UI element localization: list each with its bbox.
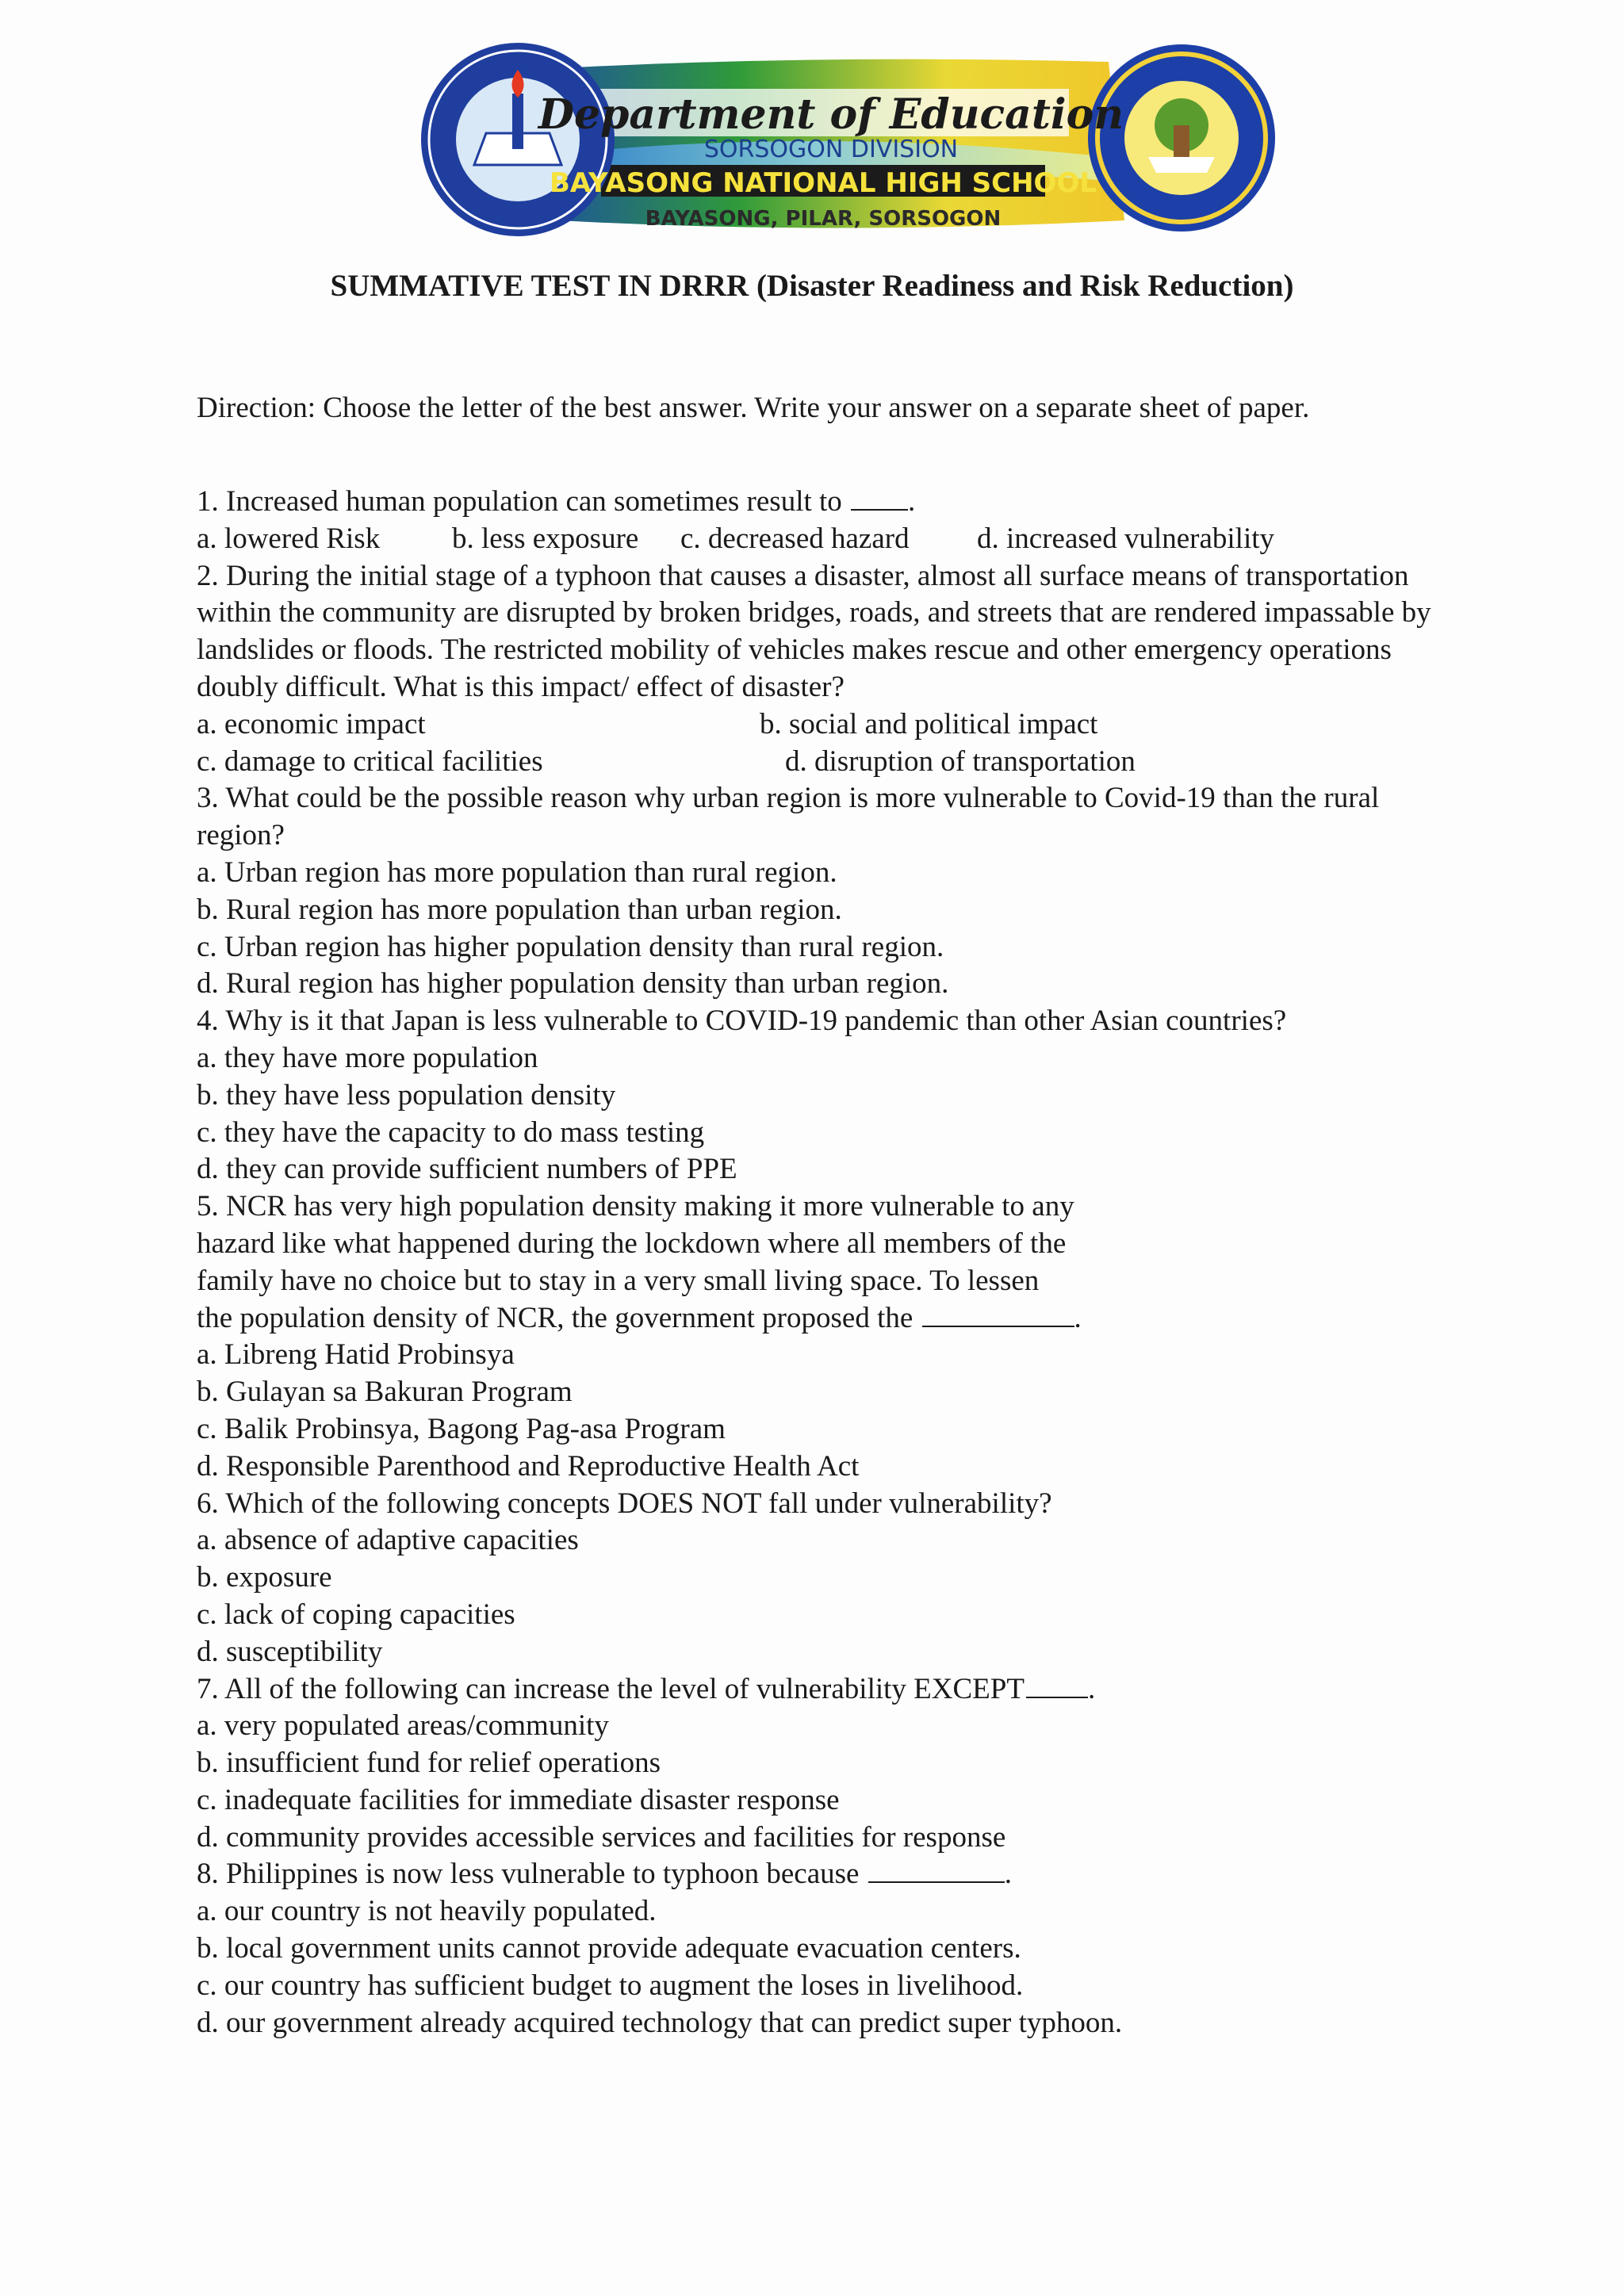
- choice-1a: a. lowered Risk: [197, 522, 381, 555]
- choice-8d: d. our government already acquired technology that can predict super typhoon.: [197, 2006, 1123, 2039]
- logo-text-deped: Department of Education: [538, 90, 1124, 139]
- choice-6b: b. exposure: [197, 1561, 332, 1594]
- question-3-line: region?: [197, 819, 285, 852]
- choice-6d: d. susceptibility: [197, 1635, 383, 1668]
- question-2-choices: [197, 706, 1465, 744]
- choice-7c: c. inadequate facilities for immediate disaster response: [197, 1783, 840, 1816]
- logo-text-address: BAYASONG, PILAR, SORSOGON: [645, 207, 1002, 231]
- choice-3d: d. Rural region has higher population density than urban region.: [197, 967, 949, 1001]
- question-4-line: 4. Why is it that Japan is less vulnerable to COVID-19 pandemic than other Asian countries?: [197, 1004, 1287, 1038]
- choice-2b: b. social and political impact: [760, 707, 1098, 740]
- question-5-line: family have no choice but to stay in a very small living space. To lessen: [197, 1264, 1040, 1297]
- question-6-line: 6. Which of the following concepts DOES NOT fall under vulnerability?: [197, 1487, 1052, 1520]
- question-5-stem-end: [197, 1300, 1465, 1337]
- question-2-line: 2. During the initial stage of a typhoon that causes a disaster, almost all surface means of transportation: [197, 559, 1409, 592]
- choice-5b: b. Gulayan sa Bakuran Program: [197, 1376, 573, 1409]
- choice-7a: a. very populated areas/community: [197, 1709, 609, 1743]
- choice-8b: b. local government units cannot provide adequate evacuation centers.: [197, 1932, 1021, 1965]
- question-5-text: the population density of NCR, the government proposed the: [197, 1301, 914, 1334]
- question-7-text: 7. All of the following can increase the level of vulnerability EXCEPT: [197, 1672, 1025, 1705]
- question-5-line: hazard like what happened during the lockdown where all members of the: [197, 1226, 1067, 1260]
- choice-4c: c. they have the capacity to do mass testing: [197, 1115, 705, 1149]
- answer-blank: [851, 485, 908, 511]
- choice-5a: a. Libreng Hatid Probinsya: [197, 1338, 515, 1372]
- choice-6a: a. absence of adaptive capacities: [197, 1524, 579, 1557]
- choice-7b: b. insufficient fund for relief operations: [197, 1747, 661, 1780]
- choice-4b: b. they have less population density: [197, 1078, 616, 1112]
- answer-blank: [868, 1858, 1005, 1883]
- choice-4a: a. they have more population: [197, 1041, 538, 1074]
- school-header-banner: [411, 38, 1275, 241]
- choice-3a: a. Urban region has more population than rural region.: [197, 855, 837, 889]
- logo-text-division: SORSOGON DIVISION: [703, 136, 959, 163]
- question-1-period: .: [908, 485, 916, 518]
- question-8-text: 8. Philippines is now less vulnerable to typhoon because: [197, 1858, 860, 1891]
- choice-3c: c. Urban region has higher population density than rural region.: [197, 930, 944, 963]
- question-8-stem: [197, 1856, 1465, 1893]
- choice-8a: a. our country is not heavily populated.: [197, 1895, 657, 1928]
- question-8-period: .: [1004, 1858, 1012, 1891]
- direction-text: Direction: Choose the letter of the best answer. Write your answer on a separate sheet of paper.: [197, 392, 1310, 424]
- choice-2a: a. economic impact: [197, 707, 426, 740]
- question-1-choices: [197, 521, 1465, 558]
- choice-2c: c. damage to critical facilities: [197, 744, 543, 778]
- page-title: SUMMATIVE TEST IN DRRR (Disaster Readiness and Risk Reduction): [330, 269, 1294, 303]
- question-2-line: doubly difficult. What is this impact/ effect of disaster?: [197, 670, 845, 703]
- question-2-line: within the community are disrupted by broken bridges, roads, and streets that are rendered impassable by: [197, 596, 1431, 629]
- choice-3b: b. Rural region has more population than urban region.: [197, 893, 842, 926]
- question-2-choices: [197, 744, 1465, 781]
- deped-seal-icon: [421, 43, 615, 236]
- header-logo-graphic: [411, 38, 1275, 241]
- question-7-stem: [197, 1671, 1465, 1709]
- question-7-period: .: [1087, 1672, 1096, 1705]
- choice-1c: c. decreased hazard: [680, 522, 910, 555]
- choice-5d: d. Responsible Parenthood and Reproductive Health Act: [197, 1449, 860, 1483]
- choice-2d: d. disruption of transportation: [785, 744, 1136, 778]
- question-1-text: 1. Increased human population can sometimes result to: [197, 485, 842, 518]
- question-3-line: 3. What could be the possible reason why urban region is more vulnerable to Covid-19 than the rural: [197, 782, 1380, 815]
- choice-1d: d. increased vulnerability: [977, 522, 1275, 555]
- choice-8c: c. our country has sufficient budget to augment the loses in livelihood.: [197, 1969, 1024, 2002]
- question-2-line: landslides or floods. The restricted mobility of vehicles makes rescue and other emergency operations: [197, 633, 1392, 667]
- choice-5c: c. Balik Probinsya, Bagong Pag-asa Program: [197, 1412, 726, 1445]
- answer-blank: [922, 1302, 1074, 1327]
- choice-1b: b. less exposure: [452, 522, 639, 555]
- choice-6c: c. lack of coping capacities: [197, 1598, 515, 1631]
- logo-text-school: BAYASONG NATIONAL HIGH SCHOOL: [549, 167, 1097, 199]
- choice-7d: d. community provides accessible services and facilities for response: [197, 1820, 1006, 1854]
- question-5-period: .: [1074, 1301, 1082, 1334]
- choice-4d: d. they can provide sufficient numbers of PPE: [197, 1153, 737, 1186]
- question-list: [197, 484, 1465, 2042]
- question-1-stem: [197, 484, 1465, 521]
- answer-blank: [1026, 1673, 1088, 1698]
- question-5-line: 5. NCR has very high population density making it more vulnerable to any: [197, 1190, 1074, 1223]
